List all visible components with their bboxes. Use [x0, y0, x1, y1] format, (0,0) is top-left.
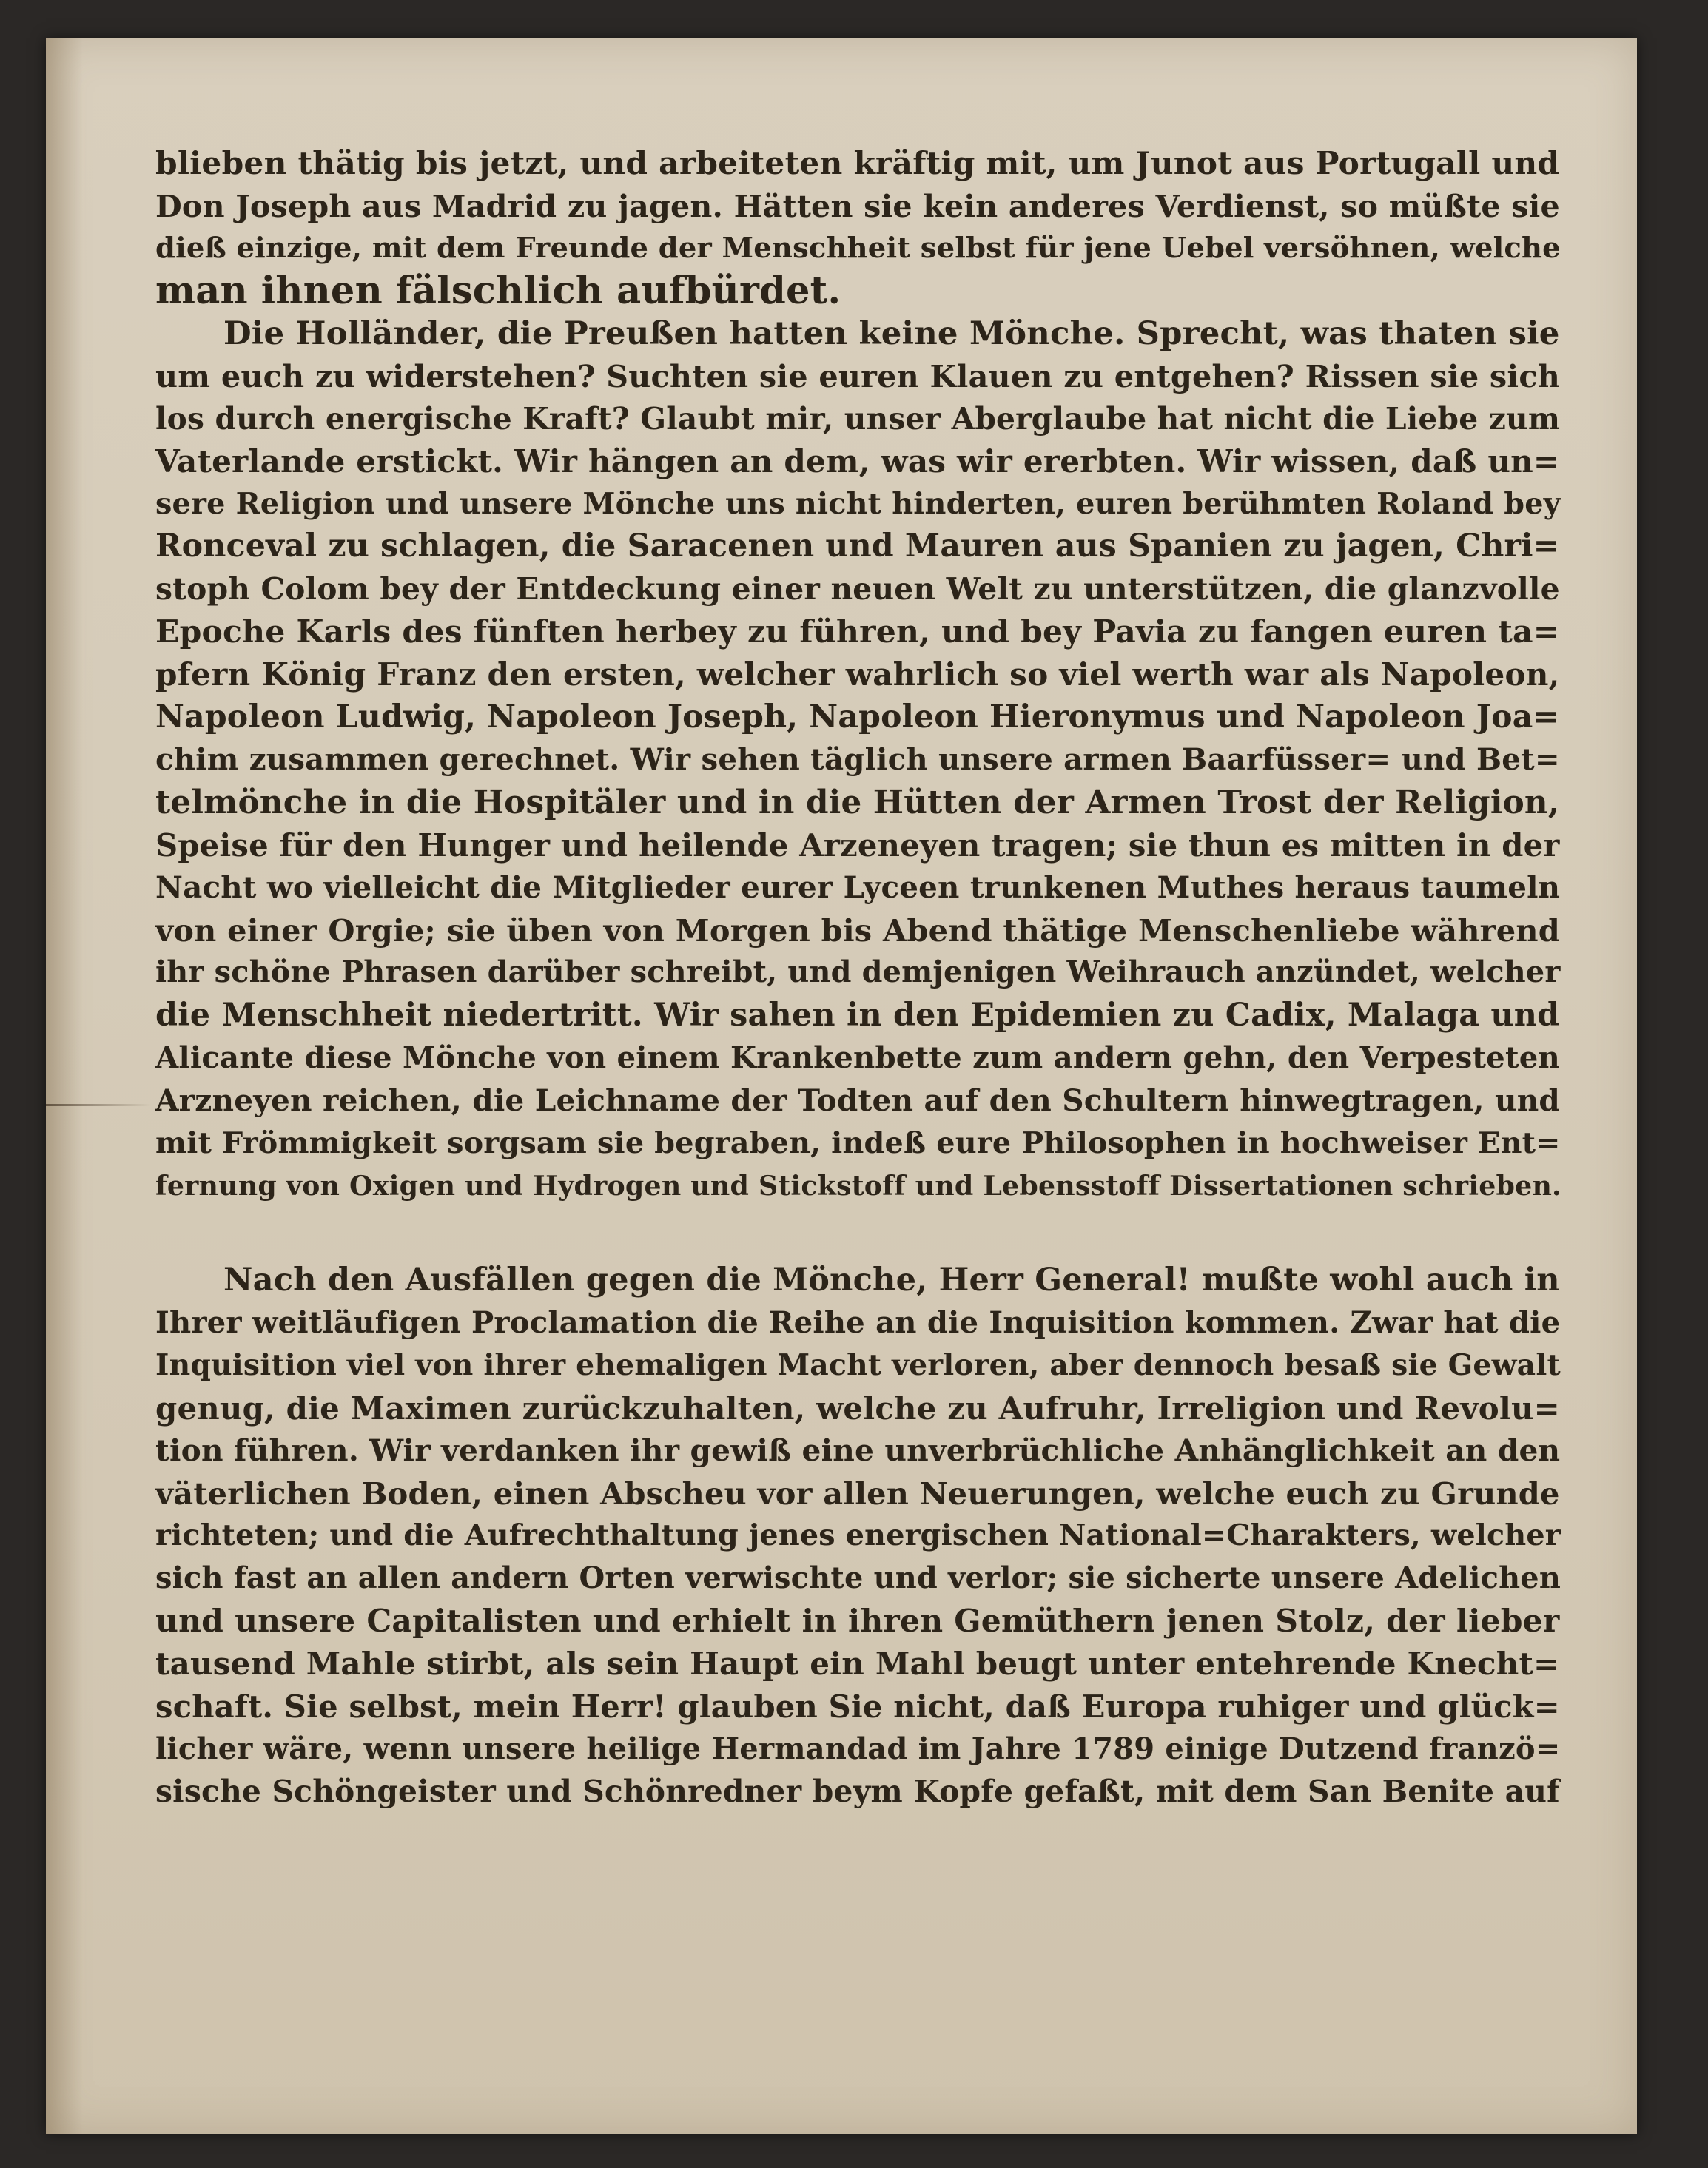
text-line: Don Joseph aus Madrid zu jagen. Hätten sie kein anderes Verdienst, so müßte sie	[155, 187, 1560, 224]
text-line: Nach den Ausfällen gegen die Mönche, Herr General! mußte wohl auch in	[223, 1261, 1560, 1299]
text-line: genug, die Maximen zurückzuhalten, welche zu Aufruhr, Irreligion und Revolu=	[155, 1390, 1560, 1427]
text-line: ihr schöne Phrasen darüber schreibt, und demjenigen Weihrauch anzündet, welcher	[155, 955, 1561, 990]
text-line: tion führen. Wir verdanken ihr gewiß eine unverbrüchliche Anhänglichkeit an den	[155, 1433, 1561, 1469]
text-line: telmönche in die Hospitäler und in die Hütten der Armen Trost der Religion,	[155, 783, 1560, 821]
text-line: Inquisition viel von ihrer ehemaligen Macht verloren, aber dennoch besaß sie Gewalt	[155, 1348, 1561, 1383]
text-line: die Menschheit niedertritt. Wir sahen in den Epidemien zu Cadix, Malaga und	[155, 996, 1560, 1034]
text-line: Speise für den Hunger und heilende Arzeneyen tragen; sie thun es mitten in der	[155, 827, 1560, 864]
text-line: richteten; und die Aufrechthaltung jenes energischen National=Charakters, welcher	[155, 1518, 1561, 1553]
text-line: chim zusammen gerechnet. Wir sehen täglich unsere armen Baarfüsser= und Bet=	[155, 742, 1560, 778]
text-line: von einer Orgie; sie üben von Morgen bis Abend thätige Menschenliebe während	[155, 912, 1560, 949]
book-page	[46, 38, 1637, 2134]
page-binding-edge	[46, 38, 83, 2134]
text-line: sische Schöngeister und Schönredner beym Kopfe gefaßt, mit dem San Benite auf	[155, 1773, 1560, 1809]
margin-mark	[46, 1104, 151, 1106]
paragraph-2	[155, 312, 1566, 1207]
text-line: und unsere Capitalisten und erhielt in ihren Gemüthern jenen Stolz, der lieber	[155, 1602, 1560, 1640]
text-line: mit Frömmigkeit sorgsam sie begraben, indeß eure Philosophen in hochweiser Ent=	[155, 1125, 1561, 1160]
text-line: Ihrer weitläufigen Proclamation die Reihe an die Inquisition kommen. Zwar hat die	[155, 1305, 1561, 1341]
text-line: pfern König Franz den ersten, welcher wahrlich so viel werth war als Napoleon,	[155, 656, 1560, 693]
text-line: los durch energische Kraft? Glaubt mir, unser Aberglaube hat nicht die Liebe zum	[155, 400, 1561, 437]
text-line: stoph Colom bey der Entdeckung einer neuen Welt zu unterstützen, die glanzvolle	[155, 570, 1560, 607]
text-line: schaft. Sie selbst, mein Herr! glauben Sie nicht, daß Europa ruhiger und glück=	[155, 1688, 1560, 1725]
text-line: man ihnen fälschlich aufbürdet.	[155, 269, 841, 313]
text-line: Arzneyen reichen, die Leichname der Todten auf den Schultern hinwegtragen, und	[155, 1083, 1560, 1119]
text-line: Alicante diese Mönche von einem Krankenbette zum andern gehn, den Verpesteten	[155, 1040, 1560, 1076]
paragraph-1	[155, 142, 1566, 312]
text-line: Epoche Karls des fünften herbey zu führen, und bey Pavia zu fangen euren ta=	[155, 613, 1560, 650]
text-line: tausend Mahle stirbt, als sein Haupt ein Mahl beugt unter entehrende Knecht=	[155, 1646, 1560, 1683]
text-line: dieß einzige, mit dem Freunde der Menschheit selbst für jene Uebel versöhnen, welche	[155, 232, 1561, 266]
text-line: sere Religion und unsere Mönche uns nicht hinderten, euren berühmten Roland bey	[155, 486, 1561, 521]
text-line: um euch zu widerstehen? Suchten sie euren Klauen zu entgehen? Rissen sie sich	[155, 357, 1560, 394]
text-line: sich fast an allen andern Orten verwischte und verlor; sie sicherte unsere Adelichen	[155, 1561, 1561, 1595]
text-line: fernung von Oxigen und Hydrogen und Stickstoff und Lebensstoff Dissertationen schrieben.	[155, 1170, 1561, 1202]
text-line: Die Holländer, die Preußen hatten keine Mönche. Sprecht, was thaten sie	[223, 314, 1560, 353]
paragraph-3	[155, 1259, 1566, 1814]
text-line: licher wäre, wenn unsere heilige Hermandad im Jahre 1789 einige Dutzend franzö=	[155, 1731, 1561, 1767]
text-line: Vaterlande erstickt. Wir hängen an dem, was wir ererbten. Wir wissen, daß un=	[155, 442, 1560, 480]
text-line: väterlichen Boden, einen Abscheu vor allen Neuerungen, welche euch zu Grunde	[155, 1475, 1560, 1512]
page-text	[155, 142, 1566, 1814]
text-line: Napoleon Ludwig, Napoleon Joseph, Napoleon Hieronymus und Napoleon Joa=	[155, 698, 1560, 735]
text-line: blieben thätig bis jetzt, und arbeiteten kräftig mit, um Junot aus Portugall und	[155, 144, 1560, 181]
text-line: Ronceval zu schlagen, die Saracenen und Mauren aus Spanien zu jagen, Chri=	[155, 528, 1560, 565]
text-line: Nacht wo vielleicht die Mitglieder eurer Lyceen trunkenen Muthes heraus taumeln	[155, 869, 1561, 906]
